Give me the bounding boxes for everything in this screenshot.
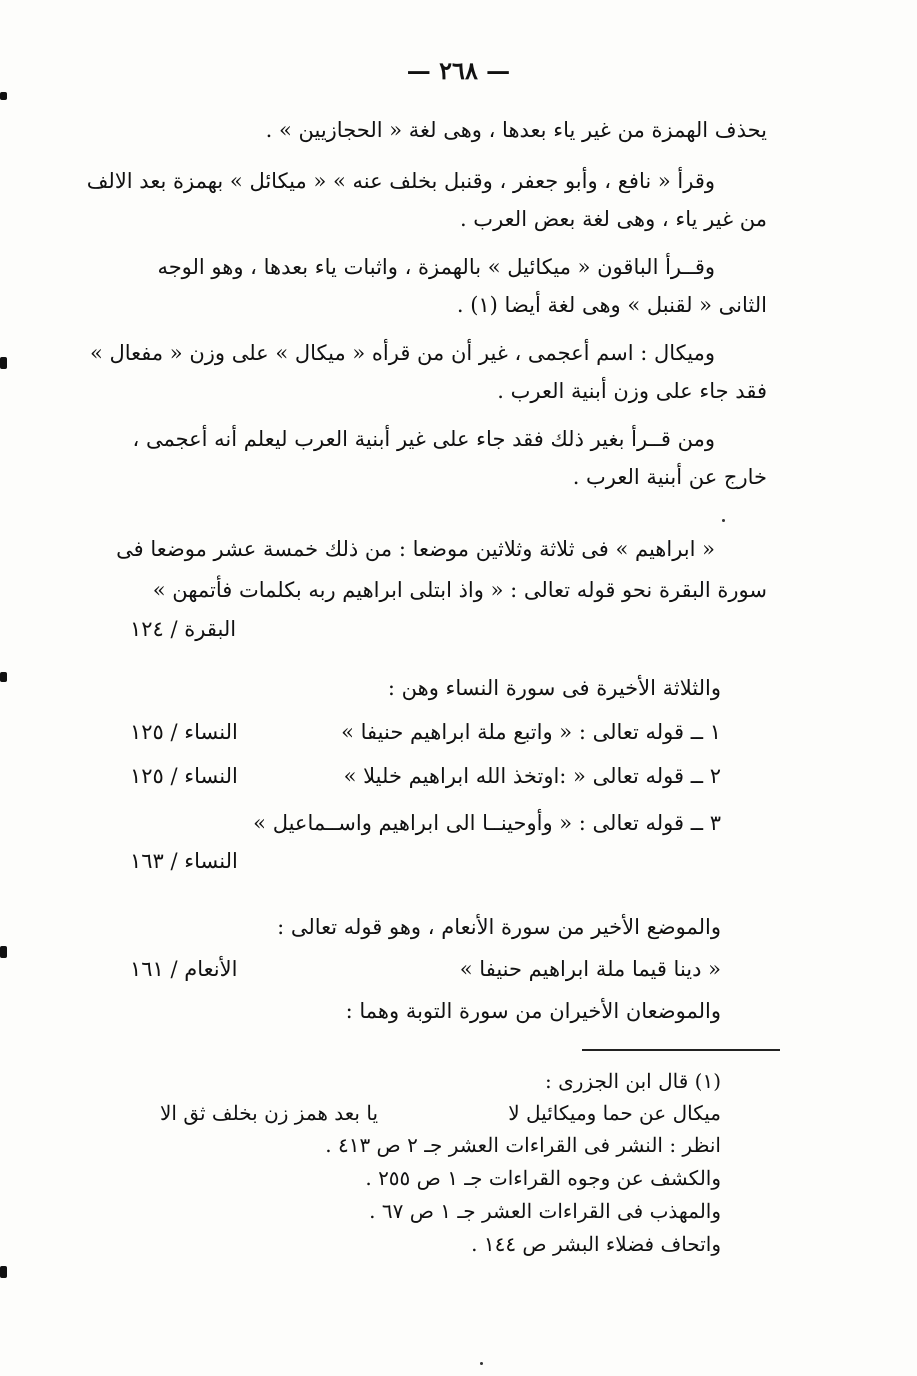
text-line: « ابراهيم » فى ثلاثة وثلاثين موضعا : من ذلك خمسة عشر موضعا فى [116, 537, 715, 561]
citation: النساء / ١٦٣ [130, 849, 238, 873]
footnote-intro: (١) قال ابن الجزرى : [545, 1069, 721, 1093]
scan-speck [722, 519, 725, 522]
citation: البقرة / ١٢٤ [130, 617, 237, 641]
text-line: والموضعان الأخيران من سورة التوبة وهما : [345, 999, 721, 1023]
scan-mark [0, 92, 7, 100]
text-line: من غير ياء ، وهى لغة بعض العرب . [459, 207, 767, 231]
footnote-separator [582, 1049, 780, 1051]
text-line: خارج عن أبنية العرب . [572, 465, 767, 489]
scan-mark [0, 357, 7, 369]
scan-speck [480, 1362, 483, 1365]
text-line: ٣ ــ قوله تعالى : « وأوحينــا الى ابراهيم واســماعيل » [253, 811, 721, 835]
text-line: والثلاثة الأخيرة فى سورة النساء وهن : [387, 676, 721, 700]
footnote-verse-left: يا بعد همز زن بخلف ثق الا [160, 1101, 379, 1125]
scan-mark [0, 1266, 7, 1278]
citation: الأنعام / ١٦١ [130, 957, 238, 981]
text-line: فقد جاء على وزن أبنية العرب . [497, 379, 767, 403]
footnote-ref: واتحاف فضلاء البشر ص ١٤٤ . [471, 1232, 721, 1256]
text-line: « دينا قيما ملة ابراهيم حنيفا » [459, 957, 721, 981]
footnote-ref: والمهذب فى القراءات العشر جـ ١ ص ٦٧ . [369, 1199, 721, 1223]
text-line: وقــرأ الباقون « ميكائيل » بالهمزة ، واثبات ياء بعدها ، وهو الوجه [157, 255, 715, 279]
text-line: الثانى « لقنبل » وهى لغة أيضا (١) . [456, 293, 767, 317]
text-line: ١ ــ قوله تعالى : « واتبع ملة ابراهيم حنيفا » [341, 720, 721, 744]
text-line: ٢ ــ قوله تعالى « :اوتخذ الله ابراهيم خليلا » [343, 764, 721, 788]
scan-mark [0, 672, 7, 682]
scan-mark [0, 946, 7, 958]
text-line: سورة البقرة نحو قوله تعالى : « واذ ابتلى ابراهيم ربه بكلمات فأتمهن » [152, 578, 767, 602]
citation: النساء / ١٢٥ [130, 720, 238, 744]
footnote-ref: والكشف عن وجوه القراءات جـ ١ ص ٢٥٥ . [365, 1166, 721, 1190]
text-line: والموضع الأخير من سورة الأنعام ، وهو قوله تعالى : [277, 915, 721, 939]
footnote-ref: انظر : النشر فى القراءات العشر جـ ٢ ص ٤١٣ . [325, 1133, 721, 1157]
text-line: وميكال : اسم أعجمى ، غير أن من قرأه « ميكال » على وزن « مفعال » [89, 341, 715, 365]
text-line: وقرأ « نافع ، وأبو جعفر ، وقنبل بخلف عنه » « ميكائل » بهمزة بعد الالف [86, 169, 715, 193]
page-number: — ٢٦٨ — [406, 56, 511, 85]
footnote-verse-right: ميكال عن حما وميكائيل لا [508, 1101, 721, 1125]
text-line: يحذف الهمزة من غير ياء بعدها ، وهى لغة « الحجازيين » . [265, 118, 767, 142]
citation: النساء / ١٢٥ [130, 764, 238, 788]
text-line: ومن قــرأ بغير ذلك فقد جاء على غير أبنية العرب ليعلم أنه أعجمى ، [132, 427, 715, 451]
